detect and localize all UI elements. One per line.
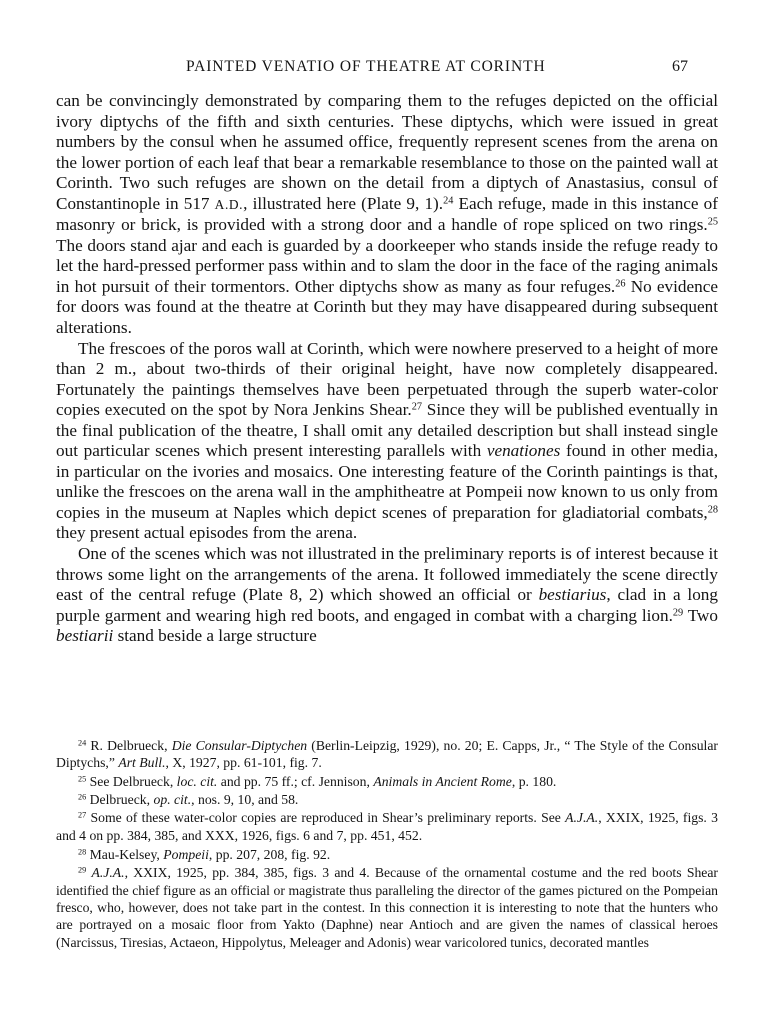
era-abbreviation: A.D. bbox=[214, 196, 244, 212]
footnotes bbox=[56, 737, 718, 951]
footnote-28: $^{28}$ Mau-Kelsey, Pompeii, pp. 207, 208, fig. 92. bbox=[78, 847, 331, 863]
footnote-number: 28 bbox=[78, 847, 87, 857]
italic-term: venationes bbox=[486, 441, 561, 461]
footnote-ref-28[interactable]: 28 bbox=[707, 504, 718, 516]
footnote-ref-26[interactable]: 26 bbox=[615, 278, 626, 290]
footnote-ref-25[interactable]: 25 bbox=[707, 216, 718, 228]
body-text bbox=[56, 91, 718, 647]
running-head bbox=[0, 58, 777, 80]
footnote-number: 26 bbox=[78, 792, 87, 802]
footnote-number: 29 bbox=[78, 865, 87, 875]
italic-term: bestiarii bbox=[56, 626, 114, 646]
footnote-26: $^{26}$ Delbrueck, op. cit., nos. 9, 10, and 58. bbox=[78, 792, 299, 808]
footnote-25: $^{25}$ See Delbrueck, loc. cit. and pp. 75 ff.; cf. Jennison, Animals in Ancient Rome, p. 180. bbox=[78, 773, 557, 789]
paragraph-1: can be convincingly demonstrated by comparing them to the refuges depicted on the official ivory diptychs of the fifth and sixth centuries. These diptychs, which were issued in great numbers by the consul when he assumed office, frequently represent scenes from the arena on the lower portion of each leaf that bear a remarkable resemblance to those on the painted wall at Corinth. Two such refuges are shown on the detail from a diptych of Anastasius, consul of Constantinople in 517 A.D., illustrated here (Plate 9, 1).$^{24}$ Each refuge, made in this instance of masonry or brick, is provided with a strong door and a handle of rope spliced on two rings.$^{25}$ The doors stand ajar and each is guarded by a doorkeeper who stands inside the refuge ready to let the hard-pressed performer pass within and to slam the door in the face of the raging animals in hot pursuit of their tormentors. Other diptychs show as many as four refuges.$^{26}$ No evidence for doors was found at the theatre at Corinth but they may have disappeared during subsequent alterations. bbox=[56, 91, 719, 338]
footnote-number: 25 bbox=[78, 774, 87, 784]
italic-term: bestiarius bbox=[538, 585, 607, 605]
running-title: PAINTED VENATIO OF THEATRE AT CORINTH bbox=[186, 58, 546, 75]
paragraph-3: One of the scenes which was not illustrated in the preliminary reports is of interest because it throws some light on the arrangements of the arena. It followed immediately the scene directly east of the central refuge (Plate 8, 2) which showed an official or bestiarius, clad in a long purple garment and wearing high red boots, and engaged in combat with a charging lion.$^{29}$ Two bestiarii stand beside a large structure bbox=[56, 544, 718, 646]
footnote-29: $^{29}$ A.J.A., XXIX, 1925, pp. 384, 385, figs. 3 and 4. Because of the ornamental costume and the red boots Shear identified the chief figure as an official or magistrate thus paralleling the director of the games pictured on the Pompeian fresco, who, however, does not take part in the contest. In this connection it is interesting to note that the hunters who are portrayed on a mosaic floor from Yakto (Daphne) near Antioch and are given the names of classical heroes (Narcissus, Tiresias, Actaeon, Hippolytus, Meleager and Adonis) wear varicolored tunics, decorated mantles bbox=[56, 865, 718, 950]
footnote-ref-29[interactable]: 29 bbox=[672, 607, 684, 618]
page-number: 67 bbox=[672, 58, 688, 75]
footnote-number: 24 bbox=[78, 738, 87, 748]
footnote-number: 27 bbox=[78, 810, 87, 820]
footnote-ref-27[interactable]: 27 bbox=[411, 401, 422, 413]
footnote-24: $^{24}$ R. Delbrueck, Die Consular-Diptychen (Berlin-Leipzig, 1929), no. 20; E. Capps, Jr., “ The Style of the Consular Diptychs,” Art Bull., X, 1927, pp. 61-101, fig. 7. bbox=[56, 738, 718, 771]
footnote-ref-24[interactable]: 24 bbox=[443, 195, 454, 207]
footnote-27: $^{27}$ Some of these water-color copies are reproduced in Shear’s preliminary reports. See A.J.A., XXIX, 1925, figs. 3 and 4 on pp. 384, 385, and XXX, 1926, figs. 6 and 7, pp. 451, 452. bbox=[56, 810, 718, 843]
paragraph-2: The frescoes of the poros wall at Corinth, which were nowhere preserved to a height of more than 2 m., about two-thirds of their original height, have now completely disappeared. Fortunately the paintings themselves have been perpetuated through the superb water-color copies executed on the spot by Nora Jenkins Shear.$^{27}$ Since they will be published eventually in the final publication of the theatre, I shall omit any detailed description but shall instead single out particular scenes which present interesting parallels with venationes found in other media, in particular on the ivories and mosaics. One interesting feature of the Corinth paintings is that, unlike the frescoes on the arena wall in the amphitheatre at Pompeii now known to us only from copies in the museum at Naples which depict scenes of preparation for gladiatorial combats,$^{28}$ they present actual episodes from the arena. bbox=[56, 338, 719, 543]
